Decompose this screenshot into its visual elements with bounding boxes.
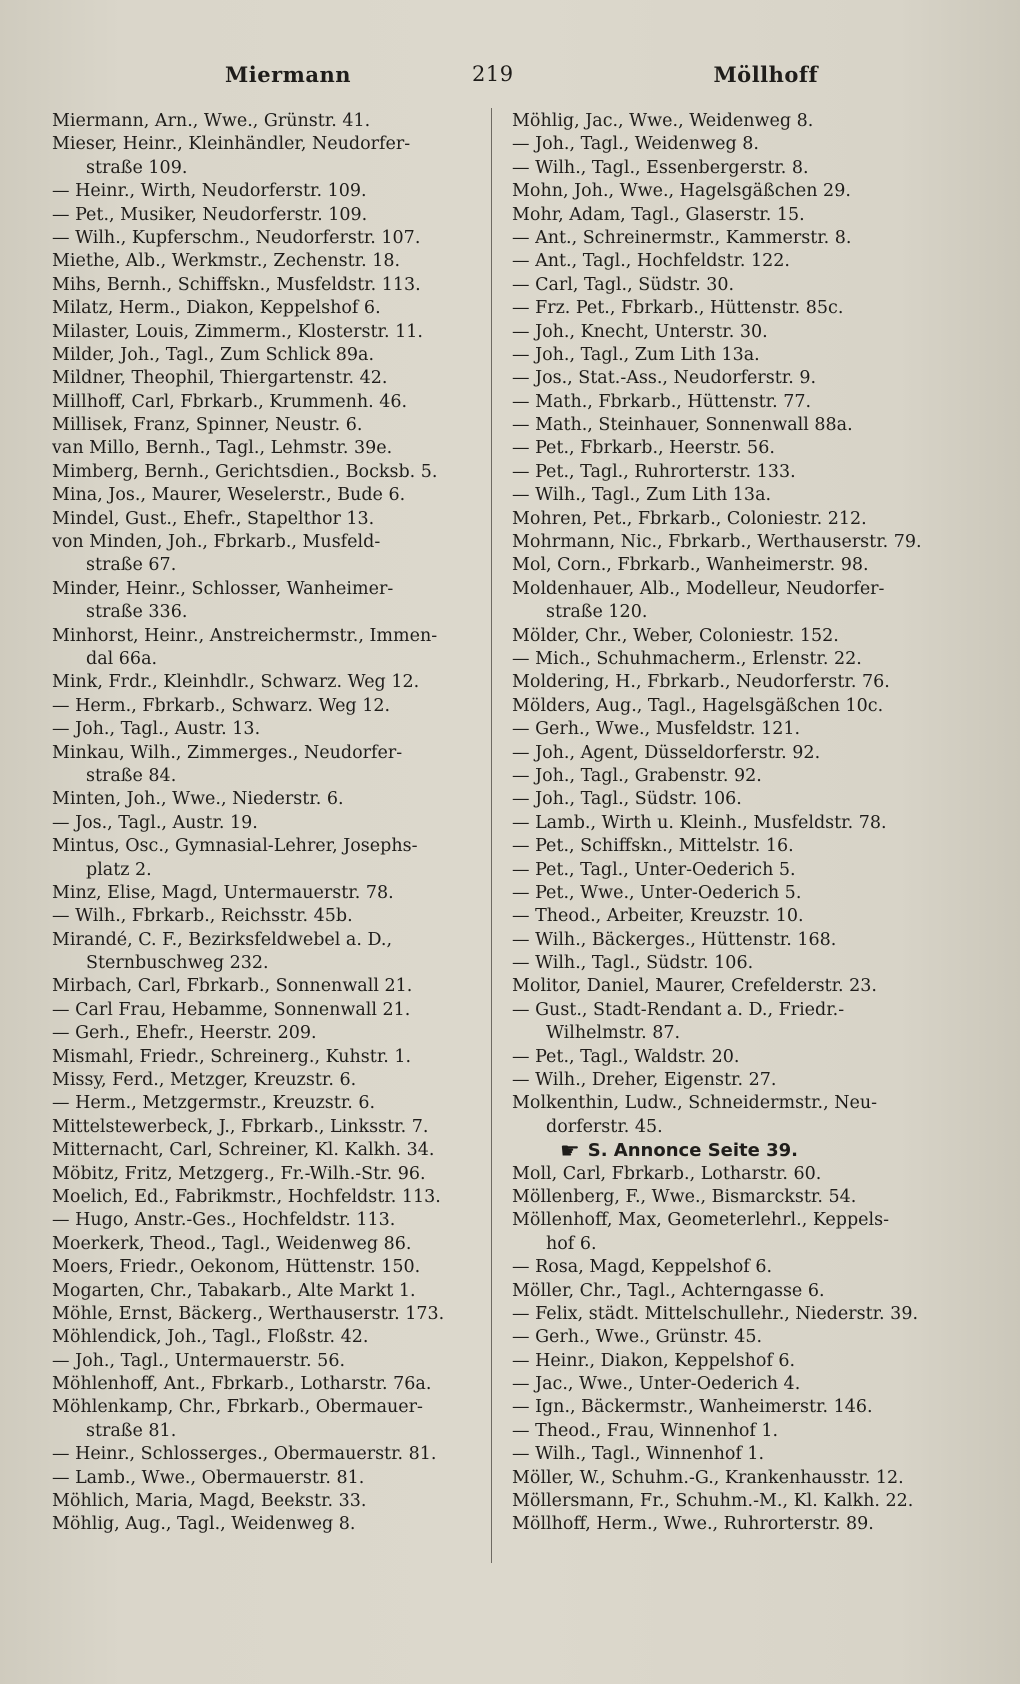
directory-entry-line: — Lamb., Wwe., Obermauerstr. 81.: [52, 1467, 365, 1488]
directory-entry-line: Möhlich, Maria, Magd, Beekstr. 33.: [52, 1491, 367, 1512]
directory-entry-line: — Herm., Fbrkarb., Schwarz. Weg 12.: [52, 695, 391, 716]
directory-entry-line: dorferstr. 45.: [546, 1116, 663, 1137]
directory-entry-line: Minder, Heinr., Schlosser, Wanheimer-: [52, 578, 394, 599]
directory-entry-line: Moll, Carl, Fbrkarb., Lotharstr. 60.: [512, 1163, 822, 1184]
directory-entry-line: Mildner, Theophil, Thiergartenstr. 42.: [52, 368, 388, 389]
directory-entry-line: — Pet., Tagl., Ruhrorterstr. 133.: [512, 461, 796, 482]
directory-entry-line: — Wilh., Bäckerges., Hüttenstr. 168.: [512, 929, 837, 950]
directory-entry-line: Mindel, Gust., Ehefr., Stapelthor 13.: [52, 508, 375, 529]
directory-entry-line: Minten, Joh., Wwe., Niederstr. 6.: [52, 789, 344, 810]
directory-entry-line: — Joh., Tagl., Weidenweg 8.: [512, 134, 759, 155]
directory-entry-line: — Herm., Metzgermstr., Kreuzstr. 6.: [52, 1093, 376, 1114]
directory-entry-line: Miermann, Arn., Wwe., Grünstr. 41.: [52, 111, 371, 131]
directory-entry-line: Mirbach, Carl, Fbrkarb., Sonnenwall 21.: [52, 976, 413, 997]
directory-entry-line: Mina, Jos., Maurer, Weselerstr., Bude 6.: [52, 485, 406, 506]
directory-entry-line: straße 336.: [86, 602, 188, 623]
directory-entry-line: — Carl, Tagl., Südstr. 30.: [512, 274, 735, 295]
directory-entry-line: Mittelstewerbeck, J., Fbrkarb., Linksstr. 7.: [52, 1116, 429, 1137]
directory-entry-line: — Wilh., Tagl., Zum Lith 13a.: [512, 485, 772, 506]
directory-entry-line: — Gerh., Wwe., Musfeldstr. 121.: [512, 719, 801, 740]
directory-entry-line: Möhlenhoff, Ant., Fbrkarb., Lotharstr. 76a.: [52, 1374, 432, 1395]
directory-entry-line: — Gerh., Ehefr., Heerstr. 209.: [52, 1023, 317, 1044]
directory-entry-line: — Math., Steinhauer, Sonnenwall 88a.: [512, 415, 853, 436]
directory-entry-line: Möhlig, Aug., Tagl., Weidenweg 8.: [52, 1514, 356, 1535]
directory-entry-line: Mismahl, Friedr., Schreinerg., Kuhstr. 1.: [52, 1046, 412, 1067]
directory-entry-line: Minhorst, Heinr., Anstreichermstr., Immen-: [52, 625, 438, 646]
directory-entry-line: van Millo, Bernh., Tagl., Lehmstr. 39e.: [52, 438, 393, 459]
directory-entry-line: Minkau, Wilh., Zimmerges., Neudorfer-: [52, 742, 403, 763]
directory-entry-line: — Math., Fbrkarb., Hüttenstr. 77.: [512, 391, 812, 412]
header-last-name: Möllhoff: [713, 62, 818, 87]
directory-entry-line: Moldering, H., Fbrkarb., Neudorferstr. 76.: [512, 672, 890, 693]
directory-entry-line: — Gerh., Wwe., Grünstr. 45.: [512, 1327, 763, 1348]
directory-entry-line: — Joh., Tagl., Untermauerstr. 56.: [52, 1350, 346, 1371]
directory-entry-line: Milder, Joh., Tagl., Zum Schlick 89a.: [52, 344, 375, 365]
directory-entry-line: Möllersmann, Fr., Schuhm.-M., Kl. Kalkh. 22.: [512, 1491, 914, 1512]
header-first-name: Miermann: [225, 62, 352, 87]
directory-entry-line: Mölder, Chr., Weber, Coloniestr. 152.: [512, 625, 839, 646]
right-column-top-entries: [512, 110, 944, 1139]
directory-entry-line: straße 120.: [546, 602, 648, 623]
pointing-hand-icon: ☛: [560, 1139, 580, 1163]
directory-entry-line: — Lamb., Wirth u. Kleinh., Musfeldstr. 78.: [512, 812, 887, 833]
directory-entry-line: — Joh., Tagl., Zum Lith 13a.: [512, 344, 760, 365]
directory-entry-line: Moerkerk, Theod., Tagl., Weidenweg 86.: [52, 1233, 412, 1254]
directory-entry-line: — Theod., Frau, Winnenhof 1.: [512, 1420, 779, 1441]
directory-entry-line: Möhlig, Jac., Wwe., Weidenweg 8.: [512, 111, 814, 131]
directory-entry-line: — Pet., Wwe., Unter-Oederich 5.: [512, 882, 802, 903]
directory-entry-line: — Wilh., Tagl., Essenbergerstr. 8.: [512, 157, 809, 178]
directory-entry-line: Mol, Corn., Fbrkarb., Wanheimerstr. 98.: [512, 555, 869, 576]
directory-entry-line: — Theod., Arbeiter, Kreuzstr. 10.: [512, 906, 804, 927]
directory-entry-line: Mohn, Joh., Wwe., Hagelsgäßchen 29.: [512, 181, 851, 202]
directory-entry-line: — Jos., Tagl., Austr. 19.: [52, 812, 258, 833]
directory-entry-line: Moldenhauer, Alb., Modelleur, Neudorfer-: [512, 578, 885, 599]
directory-entry-line: — Felix, städt. Mittelschullehr., Niederstr. 39.: [512, 1303, 919, 1324]
directory-entry-line: — Heinr., Diakon, Keppelshof 6.: [512, 1350, 796, 1371]
directory-entry-line: Sternbuschweg 232.: [86, 953, 269, 974]
directory-entry-line: — Pet., Tagl., Unter-Oederich 5.: [512, 859, 796, 880]
directory-entry-line: Möhlendick, Joh., Tagl., Floßstr. 42.: [52, 1327, 369, 1348]
directory-entry-line: Mohr, Adam, Tagl., Glaserstr. 15.: [512, 204, 805, 225]
directory-entry-line: — Wilh., Dreher, Eigenstr. 27.: [512, 1070, 777, 1091]
directory-entry-line: platz 2.: [86, 859, 152, 880]
directory-entry-line: Molkenthin, Ludw., Schneidermstr., Neu-: [512, 1093, 878, 1114]
directory-entry-line: — Pet., Musiker, Neudorferstr. 109.: [52, 204, 368, 225]
directory-entry-line: — Pet., Fbrkarb., Heerstr. 56.: [512, 438, 775, 459]
annonce-reference: [512, 1139, 944, 1162]
directory-entry-line: von Minden, Joh., Fbrkarb., Musfeld-: [52, 532, 381, 553]
right-column: [512, 110, 944, 1537]
directory-entry-line: Mieser, Heinr., Kleinhändler, Neudorfer-: [52, 134, 411, 155]
directory-entry-line: Milaster, Louis, Zimmerm., Klosterstr. 11.: [52, 321, 423, 342]
directory-entry-line: Millisek, Franz, Spinner, Neustr. 6.: [52, 415, 363, 436]
directory-entry-line: — Rosa, Magd, Keppelshof 6.: [512, 1257, 773, 1278]
directory-entry-line: Mohren, Pet., Fbrkarb., Coloniestr. 212.: [512, 508, 867, 529]
directory-entry-line: Milatz, Herm., Diakon, Keppelshof 6.: [52, 298, 381, 319]
directory-entry-line: — Frz. Pet., Fbrkarb., Hüttenstr. 85c.: [512, 298, 844, 319]
directory-entry-line: Möller, W., Schuhm.-G., Krankenhausstr. 12.: [512, 1467, 904, 1488]
directory-entry-line: Möhle, Ernst, Bäckerg., Werthauserstr. 173.: [52, 1303, 445, 1324]
directory-entry-line: — Pet., Schiffskn., Mittelstr. 16.: [512, 836, 794, 857]
directory-entry-line: straße 84.: [86, 765, 177, 786]
directory-entry-line: Missy, Ferd., Metzger, Kreuzstr. 6.: [52, 1070, 357, 1091]
right-column-bottom-entries: [512, 1163, 944, 1537]
directory-entry-line: — Joh., Tagl., Austr. 13.: [52, 719, 261, 740]
directory-entry-line: — Mich., Schuhmacherm., Erlenstr. 22.: [512, 648, 862, 669]
directory-entry-line: Mitternacht, Carl, Schreiner, Kl. Kalkh. 34.: [52, 1140, 435, 1161]
directory-entry-line: — Joh., Knecht, Unterstr. 30.: [512, 321, 768, 342]
directory-entry-line: — Ign., Bäckermstr., Wanheimerstr. 146.: [512, 1397, 873, 1418]
directory-entry-line: Möllhoff, Herm., Wwe., Ruhrorterstr. 89.: [512, 1514, 874, 1535]
directory-entry-line: — Wilh., Fbrkarb., Reichsstr. 45b.: [52, 906, 353, 927]
directory-entry-line: straße 67.: [86, 555, 177, 576]
directory-entry-line: — Gust., Stadt-Rendant a. D., Friedr.-: [512, 999, 845, 1020]
directory-entry-line: — Joh., Agent, Düsseldorferstr. 92.: [512, 742, 821, 763]
directory-entry-line: Minz, Elise, Magd, Untermauerstr. 78.: [52, 882, 394, 903]
directory-entry-line: — Joh., Tagl., Südstr. 106.: [512, 789, 742, 810]
directory-entry-line: Möller, Chr., Tagl., Achterngasse 6.: [512, 1280, 825, 1301]
page-number: 219: [472, 62, 514, 86]
directory-entry-line: straße 81.: [86, 1420, 177, 1441]
directory-entry-line: Mintus, Osc., Gymnasial-Lehrer, Josephs-: [52, 836, 418, 857]
directory-entry-line: Möhlenkamp, Chr., Fbrkarb., Obermauer-: [52, 1397, 423, 1418]
annonce-text: S. Annonce Seite 39.: [587, 1140, 798, 1162]
directory-entry-line: Millhoff, Carl, Fbrkarb., Krummenh. 46.: [52, 391, 408, 412]
directory-entry-line: Möllenhoff, Max, Geometerlehrl., Keppels-: [512, 1210, 890, 1231]
directory-entry-line: hof 6.: [546, 1233, 597, 1254]
directory-entry-line: — Joh., Tagl., Grabenstr. 92.: [512, 765, 762, 786]
directory-entry-line: Mohrmann, Nic., Fbrkarb., Werthauserstr. 79.: [512, 532, 922, 553]
directory-entry-line: Möllenberg, F., Wwe., Bismarckstr. 54.: [512, 1186, 857, 1207]
directory-entry-line: — Pet., Tagl., Waldstr. 20.: [512, 1046, 740, 1067]
directory-entry-line: — Heinr., Schlosserges., Obermauerstr. 81.: [52, 1444, 437, 1465]
directory-entry-line: — Jac., Wwe., Unter-Oederich 4.: [512, 1374, 801, 1395]
directory-entry-line: — Heinr., Wirth, Neudorferstr. 109.: [52, 181, 367, 202]
directory-entry-line: — Wilh., Tagl., Winnenhof 1.: [512, 1444, 765, 1465]
left-column: [52, 110, 484, 1537]
directory-entry-line: — Ant., Schreinermstr., Kammerstr. 8.: [512, 227, 852, 248]
directory-entry-line: Moelich, Ed., Fabrikmstr., Hochfeldstr. 113.: [52, 1186, 441, 1207]
directory-entry-line: — Wilh., Tagl., Südstr. 106.: [512, 953, 754, 974]
directory-entry-line: — Jos., Stat.-Ass., Neudorferstr. 9.: [512, 368, 817, 389]
directory-entry-line: Möbitz, Fritz, Metzgerg., Fr.-Wilh.-Str. 96.: [52, 1163, 426, 1184]
directory-entry-line: Wilhelmstr. 87.: [546, 1023, 681, 1044]
directory-entry-line: straße 109.: [86, 157, 188, 178]
directory-entry-line: dal 66a.: [86, 648, 158, 669]
directory-entry-line: Mogarten, Chr., Tabakarb., Alte Markt 1.: [52, 1280, 416, 1301]
directory-entry-line: Mihs, Bernh., Schiffskn., Musfeldstr. 113.: [52, 274, 421, 295]
directory-entry-line: — Hugo, Anstr.-Ges., Hochfeldstr. 113.: [52, 1210, 396, 1231]
directory-entry-line: Molitor, Daniel, Maurer, Crefelderstr. 23.: [512, 976, 877, 997]
directory-entry-line: Moers, Friedr., Oekonom, Hüttenstr. 150.: [52, 1257, 421, 1278]
directory-entry-line: Miethe, Alb., Werkmstr., Zechenstr. 18.: [52, 251, 401, 272]
directory-entry-line: — Wilh., Kupferschm., Neudorferstr. 107.: [52, 227, 421, 248]
column-divider: [491, 108, 492, 1563]
directory-entry-line: Mink, Frdr., Kleinhdlr., Schwarz. Weg 12.: [52, 672, 420, 693]
directory-entry-line: — Carl Frau, Hebamme, Sonnenwall 21.: [52, 999, 411, 1020]
directory-entry-line: — Ant., Tagl., Hochfeldstr. 122.: [512, 251, 790, 272]
directory-entry-line: Mirandé, C. F., Bezirksfeldwebel a. D.,: [52, 929, 393, 950]
directory-entry-line: Mölders, Aug., Tagl., Hagelsgäßchen 10c.: [512, 695, 884, 716]
directory-entry-line: Mimberg, Bernh., Gerichtsdien., Bocksb. 5.: [52, 461, 438, 482]
page-header: [52, 62, 968, 94]
